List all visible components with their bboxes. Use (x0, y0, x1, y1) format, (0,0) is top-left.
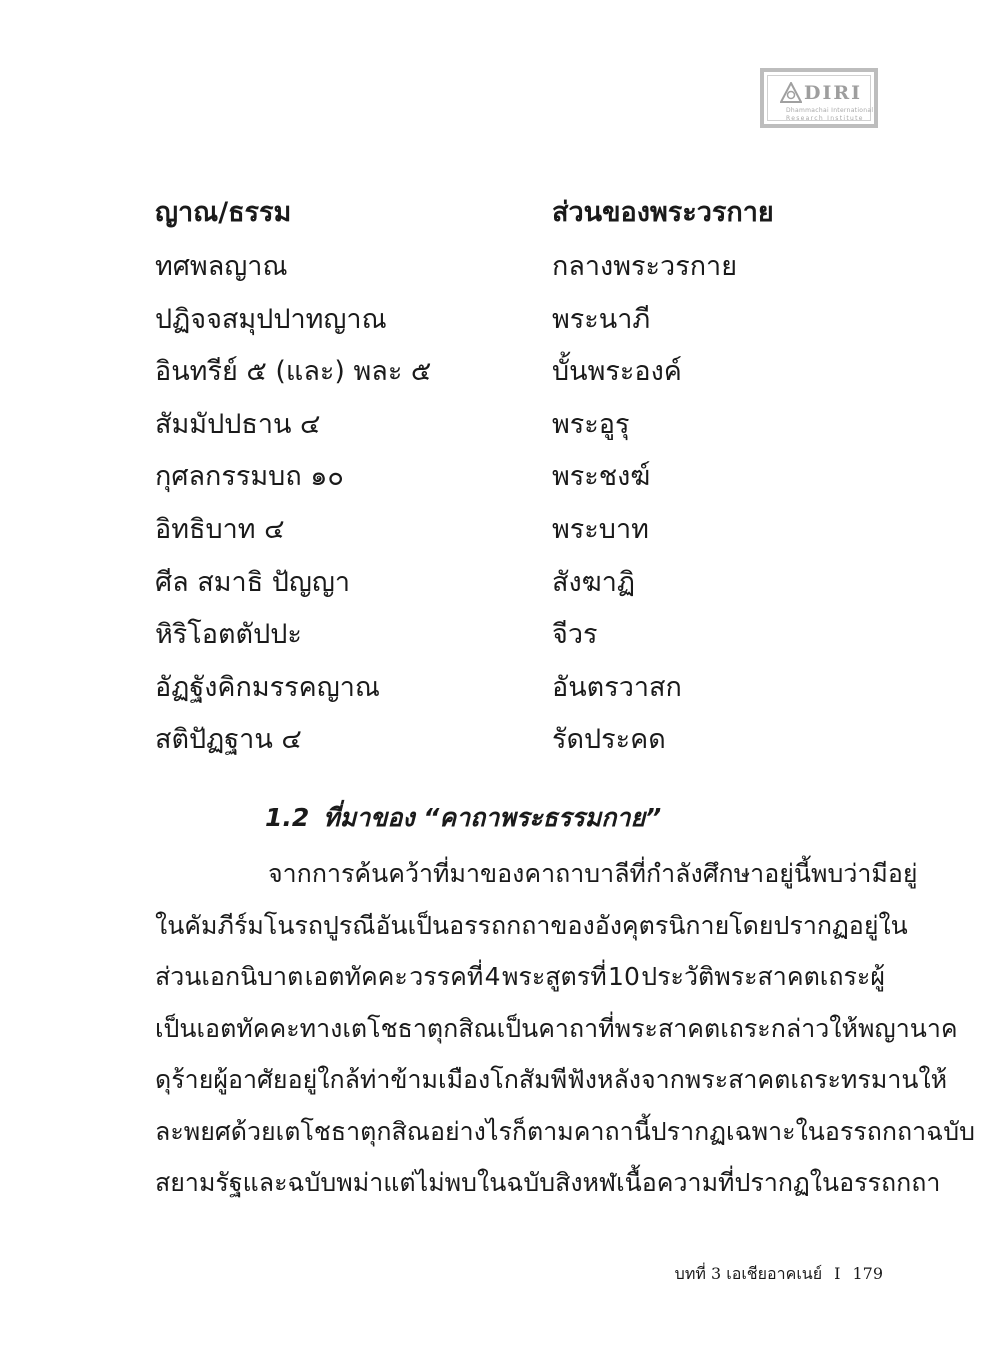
body-part-item: บั้นพระองค์ (552, 356, 682, 388)
dhamma-item: กุศลกรรมบถ ๑๐ (155, 461, 344, 493)
mapping-row (155, 557, 855, 610)
page-number: 179 (852, 1264, 883, 1283)
body-part-item: กลางพระวรกาย (552, 251, 738, 282)
body-part-item: อันตรวาสก (552, 671, 682, 703)
body-part-item: พระนาภี (552, 303, 651, 335)
paragraph-word: พบว่ามีอยู่ (810, 859, 918, 888)
mapping-row (155, 294, 855, 347)
paragraph-word: อันเป็นอรรถกถาของอังคุตรนิกาย (375, 910, 730, 940)
mapping-row (155, 451, 855, 504)
paragraph-line (155, 1054, 948, 1106)
dhamma-item: อิทธิบาท ๔ (155, 513, 285, 545)
paragraph-word: จากการค้นคว้าที่มาของคาถาบาลีที่กำลังศึกษาอยู่นี้ (268, 859, 811, 888)
paragraph-word: สยามรัฐและฉบับพม่าแต่ไม่พบในฉบับสิงหฬ (155, 1168, 617, 1197)
body-part-item: จีวร (552, 619, 598, 651)
dhamma-item: ทศพลญาณ (155, 251, 288, 282)
logo-wordmark: DIRI (804, 82, 863, 104)
mapping-row (155, 504, 855, 557)
paragraph-word: วรรคที่ (409, 962, 484, 991)
paragraph-word: อย่างไรก็ตามคาถานี้ปรากฏเฉพาะในอรรถกถาฉบับ (429, 1116, 975, 1146)
paragraph-word: โดยปรากฏอยู่ใน (729, 910, 908, 940)
paragraph-word: เนื้อความที่ปรากฏในอรรถกถา (616, 1168, 941, 1197)
dhamma-item: สติปัฏฐาน ๔ (155, 724, 302, 756)
dhamma-item: ศีล สมาธิ ปัญญา (155, 566, 351, 598)
dhamma-item: อัฏฐังคิกมรรคญาณ (155, 671, 380, 703)
logo-subtitle-line2: Research Institute (786, 115, 864, 122)
dhamma-item: สัมมัปปธาน ๔ (155, 408, 321, 440)
mapping-row (155, 714, 855, 767)
paragraph-word: ในคัมภีร์มโนรถปูรณี (155, 910, 376, 940)
paragraph-word: พระสูตรที่ (501, 962, 607, 991)
paragraph-word: 4 (484, 962, 501, 991)
paragraph-word: หลังจากพระสาคตเถระทรมานให้ (596, 1065, 948, 1094)
dhamma-item: อินทรีย์ ๕ (และ) พละ ๕ (155, 356, 432, 388)
header-body-part: ส่วนของพระวรกาย (552, 197, 774, 228)
paragraph-word: 10 (608, 962, 640, 991)
mapping-row (155, 241, 855, 294)
mapping-row (155, 399, 855, 452)
paragraph-line (155, 1157, 941, 1209)
page-footer (675, 1262, 883, 1286)
body-part-item: สังฆาฏิ (552, 566, 635, 598)
diri-logo (760, 68, 878, 128)
mapping-header-row (155, 187, 855, 241)
body-part-item: พระอูรุ (552, 408, 630, 440)
dhamma-item: ปฏิจจสมุปปาทญาณ (155, 303, 387, 335)
section-number: 1.2 (265, 803, 310, 832)
paragraph-line (155, 900, 908, 952)
chapter-title: บทที่ 3 เอเชียอาคเนย์ (674, 1264, 823, 1283)
paragraph-word: เป็นเอตทัคคะทางเตโชธาตุกสิณ (155, 1013, 497, 1043)
footer-separator: I (834, 1264, 841, 1283)
paragraph-word: ประวัติพระสาคตเถระผู้ (641, 962, 885, 991)
logo-subtitle-line1: Dhammachai International (786, 107, 874, 114)
section-title: ที่มาของ “คาถาพระธรรมกาย” (323, 803, 662, 832)
section-heading (265, 796, 661, 840)
body-part-item: รัดประคด (552, 724, 666, 756)
paragraph-word: เอตทัคคะ (304, 962, 408, 991)
mapping-row (155, 609, 855, 662)
mapping-row (155, 662, 855, 715)
body-part-item: พระบาท (552, 513, 649, 545)
paragraph-word: เป็นคาถาที่พระสาคตเถระกล่าวให้พญานาค (496, 1013, 958, 1043)
triangle-emblem-icon (780, 82, 802, 104)
logo-frame (767, 75, 874, 122)
mapping-row (155, 346, 855, 399)
body-paragraph (155, 848, 975, 1209)
dhamma-body-mapping (155, 187, 855, 767)
body-part-item: พระชงฆ์ (552, 461, 651, 493)
paragraph-line (155, 951, 885, 1003)
paragraph-line (155, 1106, 975, 1158)
paragraph-word: ดุร้ายผู้อาศัยอยู่ใกล้ท่าข้ามเมืองโกสัมพีฟัง (155, 1065, 597, 1094)
header-dhamma: ญาณ/ธรรม (155, 197, 292, 228)
paragraph-word: ละพยศด้วยเตโชธาตุกสิณ (155, 1116, 430, 1146)
paragraph-word: ส่วนเอกนิบาต (155, 962, 304, 991)
paragraph-line (155, 848, 918, 900)
paragraph-line (155, 1003, 958, 1055)
dhamma-item: หิริโอตตัปปะ (155, 619, 302, 651)
